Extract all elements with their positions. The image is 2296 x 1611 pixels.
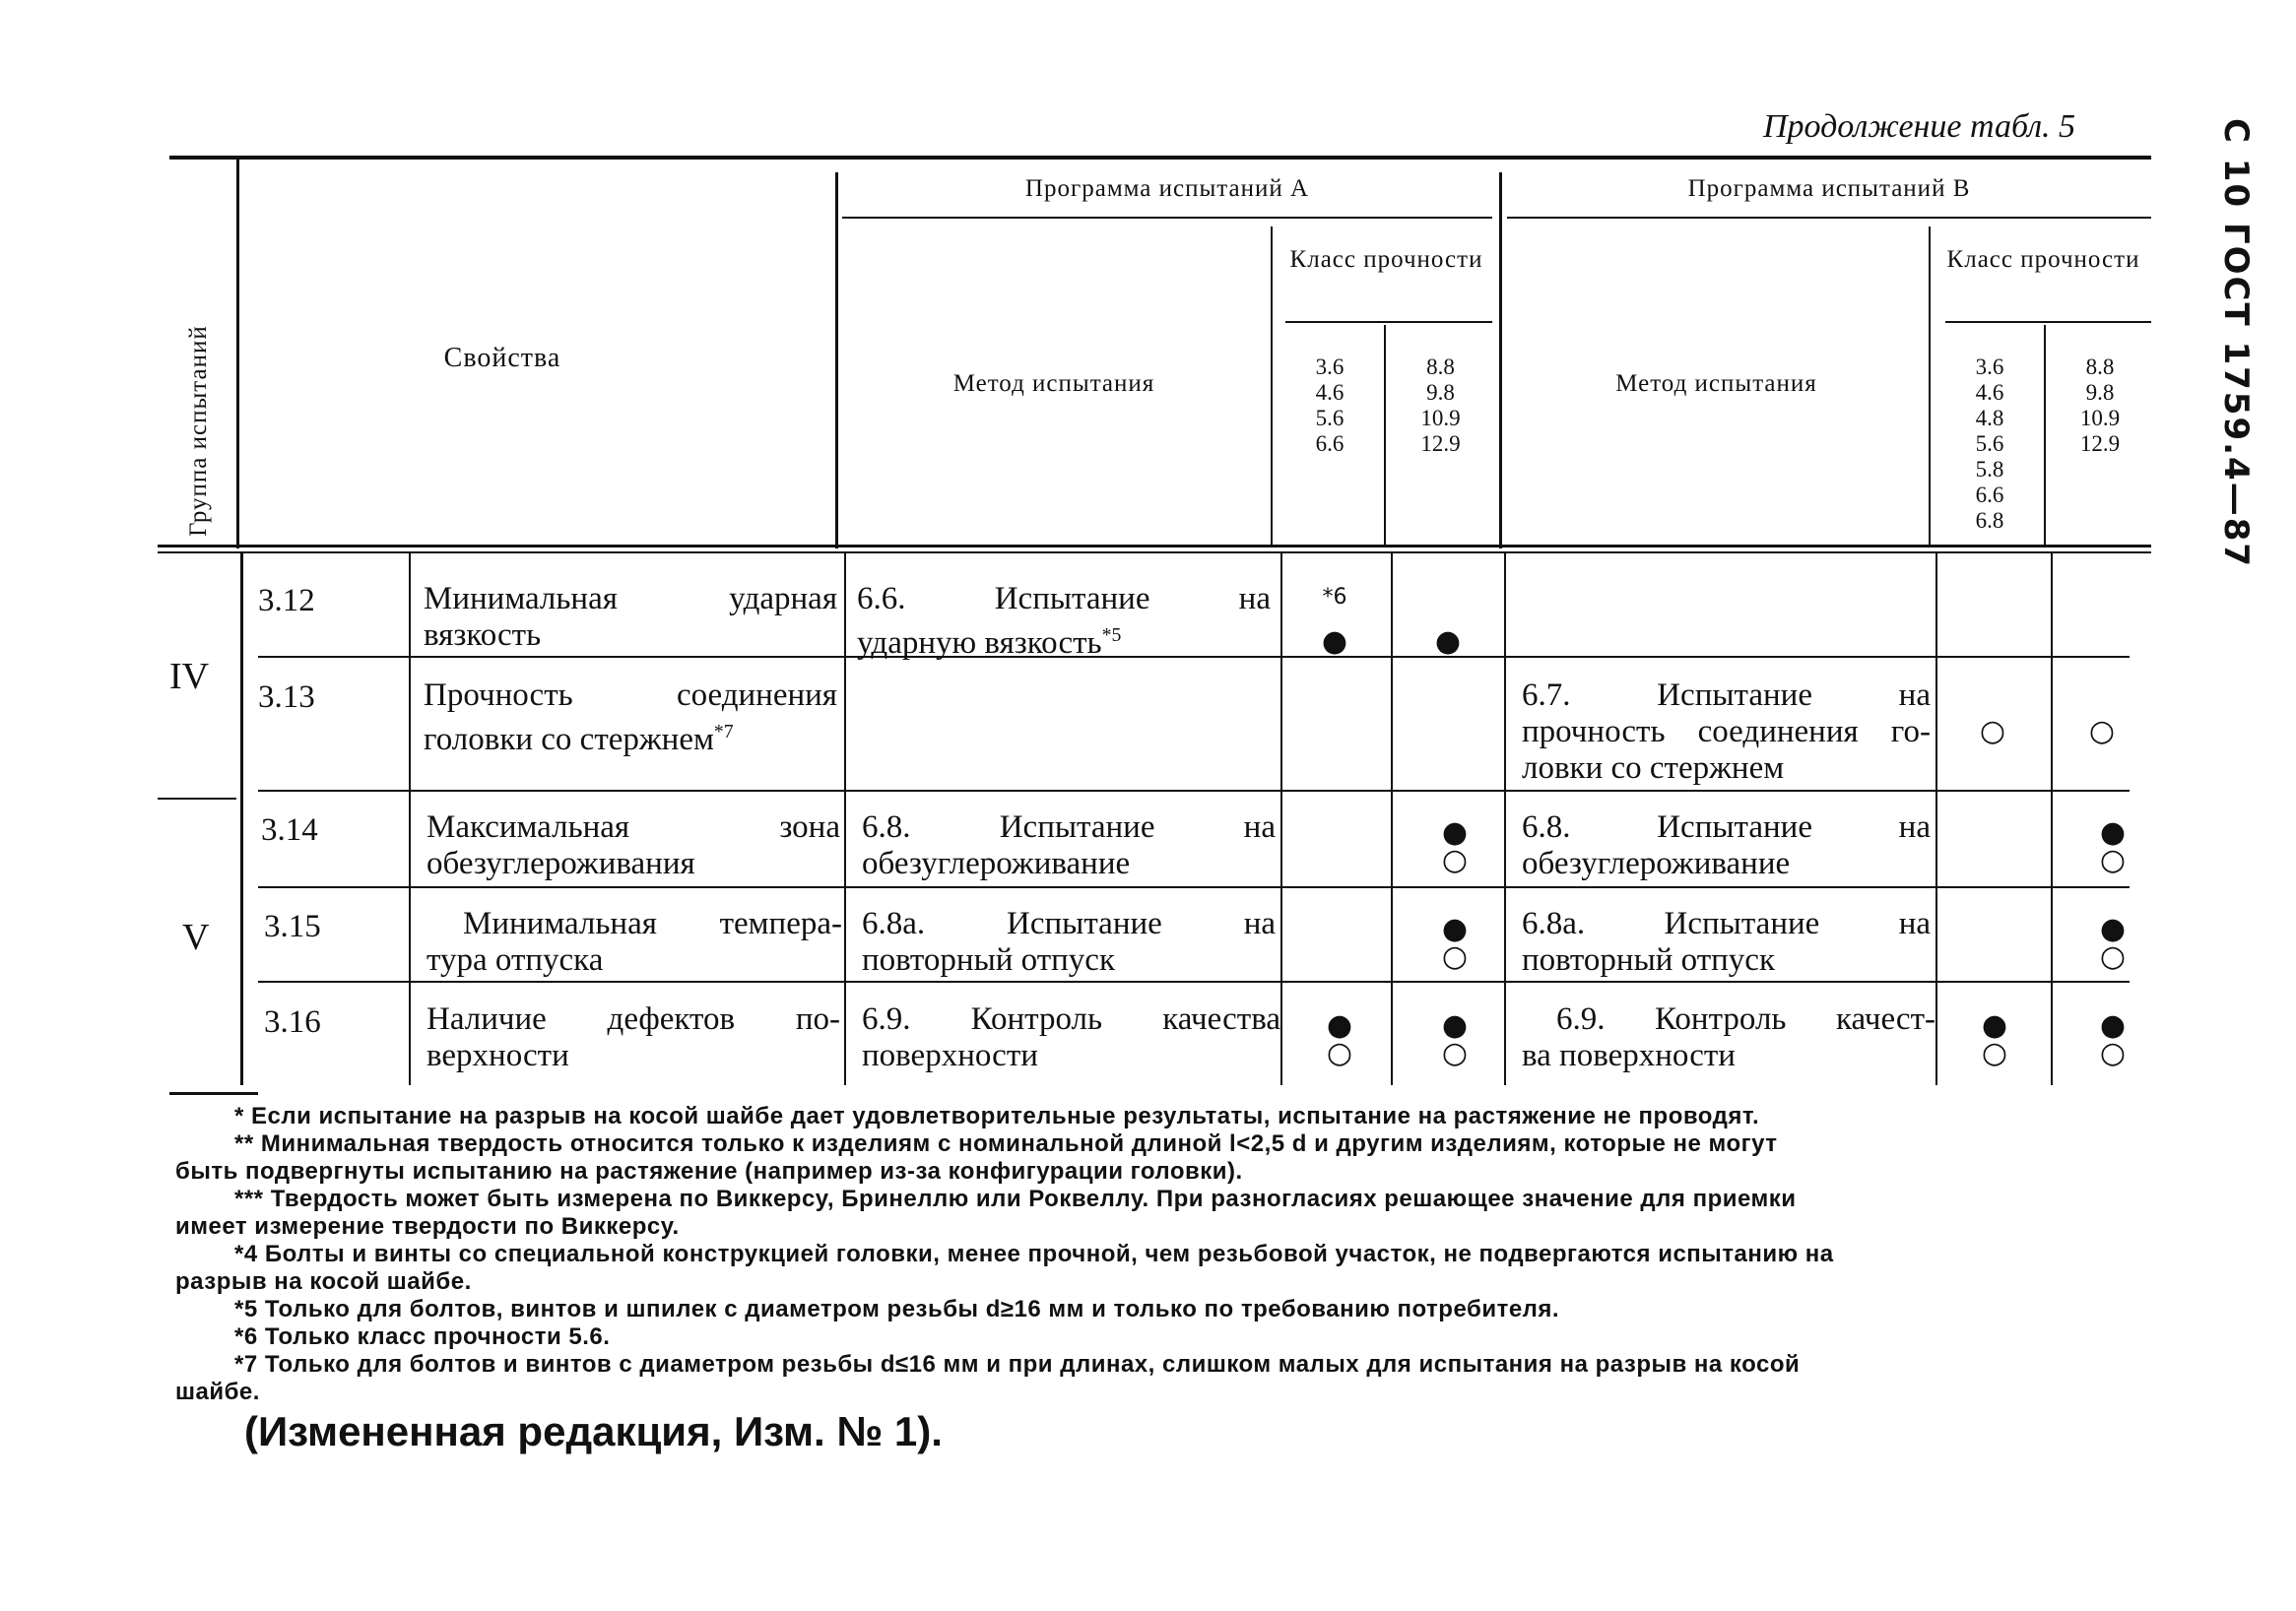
method-b-cell: 6.8а. Испытание на повторный отпуск xyxy=(1522,906,1931,978)
table-caption: Продолжение табл. 5 xyxy=(1763,108,2076,145)
a-high-mark: ●○ xyxy=(1441,912,1469,974)
method-b-cell: 6.9. Контроль качест- xyxy=(1556,1001,1935,1037)
property-cell: Минимальная темпера- xyxy=(463,906,842,941)
side-title: С 10 ГОСТ 1759.4—87 xyxy=(2216,118,2256,569)
class-b-high: 8.8 9.8 10.9 12.9 xyxy=(2079,354,2121,456)
b-low-mark: ○ xyxy=(1979,714,2006,748)
a-low-note: *6 xyxy=(1322,585,1347,610)
edit-note: (Измененная редакция, Изм. № 1). xyxy=(244,1408,943,1454)
a-high-mark: ●○ xyxy=(1441,815,1469,877)
a-low-mark: ●○ xyxy=(1326,1008,1353,1070)
method-b-cell-2: ва поверхности xyxy=(1522,1038,1736,1073)
class-b-header: Класс прочности xyxy=(1946,246,2140,273)
footnotes: * Если испытание на разрыв на косой шайбе дает удовлетворительные результаты, испытание на растяжение не проводят. ** Минимальная твердость относится только к изделиям с номинальной длиной l<2,5 d и другим изделиям, которые не могут быть подвергнуты испытанию на растяжение (например из-за конфигурации головки). *** Твердость может быть измерена по Виккерсу, Бринеллю или Роквеллу. При разногласиях решающее значение для приемки имеет измерение твердости по Виккерсу. *4 Болты и винты со специальной конструкцией головки, менее прочной, чем резьбовой участок, не подвергаются испытанию на разрыв на косой шайбе. *5 Только для болтов, винтов и шпилек с диаметром резьбы d≥16 мм и только по требованию потребителя. *6 Только класс прочности 5.6. *7 Только для болтов и винтов с диаметром резьбы d≤16 мм и при длинах, слишком малых для испытания на разрыв на косой шайбе. xyxy=(175,1103,1834,1405)
group-header: Группа испытаний xyxy=(185,325,212,537)
class-a-header: Класс прочности xyxy=(1289,246,1483,273)
b-low-mark: ●○ xyxy=(1981,1008,2008,1070)
header-bottom-rule xyxy=(158,545,2151,548)
method-a-cell: 6.6. Испытание на ударную вязкость$^{*5}$ xyxy=(857,581,1271,661)
table-top-rule xyxy=(169,156,2151,160)
a-low-mark: ● xyxy=(1321,624,1348,659)
b-high-mark: ●○ xyxy=(2099,815,2127,877)
property-cell: Максимальная зона обезуглероживания xyxy=(426,809,840,881)
program-a-header: Программа испытаний А xyxy=(1024,175,1310,202)
group-label-iv: IV xyxy=(169,656,210,697)
property-cell: Наличие дефектов по- верхности xyxy=(426,1001,840,1073)
property-cell-2: тура отпуска xyxy=(426,942,604,978)
row-number: 3.16 xyxy=(264,1004,321,1040)
row-number: 3.12 xyxy=(258,583,315,618)
b-high-mark: ○ xyxy=(2088,714,2116,748)
header-bottom-rule-2 xyxy=(158,551,2151,553)
method-b-header: Метод испытания xyxy=(1615,370,1817,397)
property-cell: Прочность соединения головки со стержнем$^{*7}$ xyxy=(424,677,837,757)
row-number: 3.13 xyxy=(258,679,315,715)
method-b-cell: 6.8. Испытание на обезуглероживание xyxy=(1522,809,1931,881)
row-number: 3.14 xyxy=(261,812,318,848)
class-a-high: 8.8 9.8 10.9 12.9 xyxy=(1420,354,1461,456)
method-b-cell: 6.7. Испытание на прочность соединения го- ловки со стержнем xyxy=(1522,677,1931,786)
property-cell: Минимальная ударная вязкость xyxy=(424,581,837,653)
method-a-cell: 6.8а. Испытание на повторный отпуск xyxy=(862,906,1276,978)
program-b-header: Программа испытаний В xyxy=(1687,175,1971,202)
row-number: 3.15 xyxy=(264,909,321,944)
a-high-mark: ●○ xyxy=(1441,1008,1469,1070)
class-b-low: 3.6 4.6 4.8 5.6 5.8 6.6 6.8 xyxy=(1975,354,2004,533)
class-a-low: 3.6 4.6 5.6 6.6 xyxy=(1315,354,1345,456)
b-high-mark: ●○ xyxy=(2099,1008,2127,1070)
method-a-header: Метод испытания xyxy=(952,370,1155,397)
method-a-cell: 6.9. Контроль качества поверхности xyxy=(862,1001,1280,1073)
b-high-mark: ●○ xyxy=(2099,912,2127,974)
method-a-cell: 6.8. Испытание на обезуглероживание xyxy=(862,809,1276,881)
properties-header: Свойства xyxy=(443,343,561,373)
group-label-v: V xyxy=(182,917,210,958)
a-high-mark: ● xyxy=(1434,624,1462,659)
